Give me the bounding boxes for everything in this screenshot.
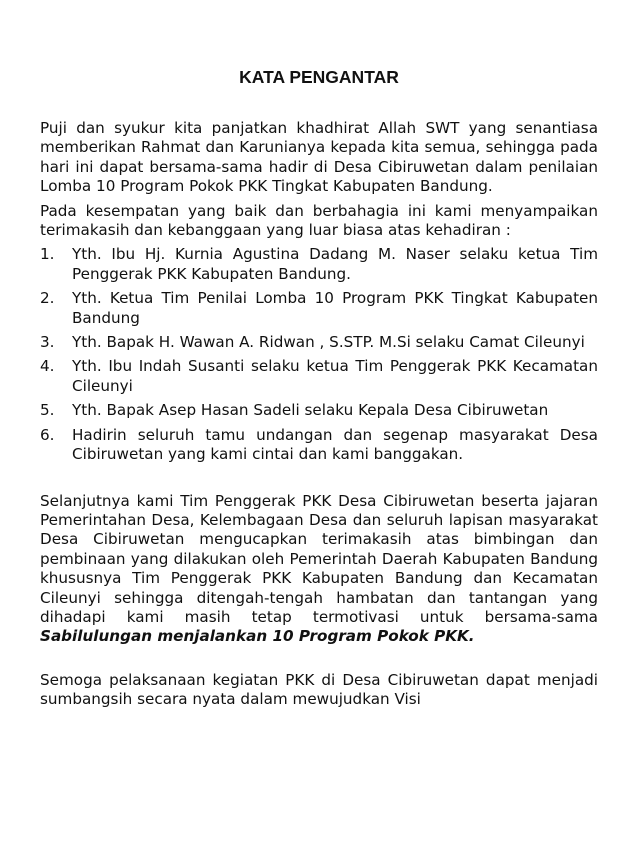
list-number: 4. <box>40 357 55 376</box>
thanks-paragraph <box>40 492 598 647</box>
opening-paragraph: Puji dan syukur kita panjatkan khadhirat Allah SWT yang senantiasa memberikan Rahmat dan Karunianya kepada kita semua, sehingga pada hari ini dapat bersama-sama hadir di Desa Cibiruwetan dalam penilaian Lomba 10 Program Pokok PKK Tingkat Kabupaten Bandung. <box>40 119 598 196</box>
page-title: KATA PENGANTAR <box>239 67 399 87</box>
list-text: Yth. Ibu Indah Susanti selaku ketua Tim Penggerak PKK Kecamatan Cileunyi <box>72 357 598 395</box>
list-number: 3. <box>40 333 55 352</box>
thanks-emphasis: Sabilulungan menjalankan 10 Program Pokok PKK. <box>40 627 475 646</box>
thanks-text: Selanjutnya kami Tim Penggerak PKK Desa Cibiruwetan beserta jajaran Pemerintahan Desa, Kelembagaan Desa dan seluruh lapisan masyarakat Desa Cibiruwetan mengucapkan terimakasih atas bimbingan dan pembinaan yang dilakukan oleh Pemerintah Daerah Kabupaten Bandung khususnya Tim Penggerak PKK Kabupaten Bandung dan Kecamatan Cileunyi sehingga ditengah-tengah hambatan dan tantangan yang dihadapi kami masih tetap termotivasi untuk bersama-sama <box>40 491 598 626</box>
list-text: Yth. Bapak H. Wawan A. Ridwan , S.STP. M.Si selaku Camat Cileunyi <box>72 333 585 352</box>
list-item <box>40 357 598 396</box>
list-item <box>40 333 598 352</box>
list-number: 5. <box>40 401 55 420</box>
gratitude-paragraph: Pada kesempatan yang baik dan berbahagia ini kami menyampaikan terimakasih dan kebanggaan yang luar biasa atas kehadiran : <box>40 201 598 240</box>
list-number: 1. <box>40 245 55 264</box>
list-text: Hadirin seluruh tamu undangan dan segenap masyarakat Desa Cibiruwetan yang kami cintai dan kami banggakan. <box>72 425 598 464</box>
list-text: Yth. Bapak Asep Hasan Sadeli selaku Kepala Desa Cibiruwetan <box>72 401 549 420</box>
list-number: 6. <box>40 425 55 444</box>
list-item <box>40 289 598 328</box>
greetings-list <box>40 245 598 464</box>
list-text: Yth. Ketua Tim Penilai Lomba 10 Program PKK Tingkat Kabupaten Bandung <box>72 289 598 327</box>
document-page <box>40 0 598 851</box>
document-body <box>40 119 598 710</box>
list-number: 2. <box>40 289 55 308</box>
list-item <box>40 401 598 420</box>
closing-paragraph: Semoga pelaksanaan kegiatan PKK di Desa Cibiruwetan dapat menjadi sumbangsih secara nyata dalam mewujudkan Visi <box>40 670 598 709</box>
list-item <box>40 426 598 465</box>
list-item <box>40 245 598 284</box>
list-text: Yth. Ibu Hj. Kurnia Agustina Dadang M. Naser selaku ketua Tim Penggerak PKK Kabupaten Bandung. <box>72 245 598 283</box>
